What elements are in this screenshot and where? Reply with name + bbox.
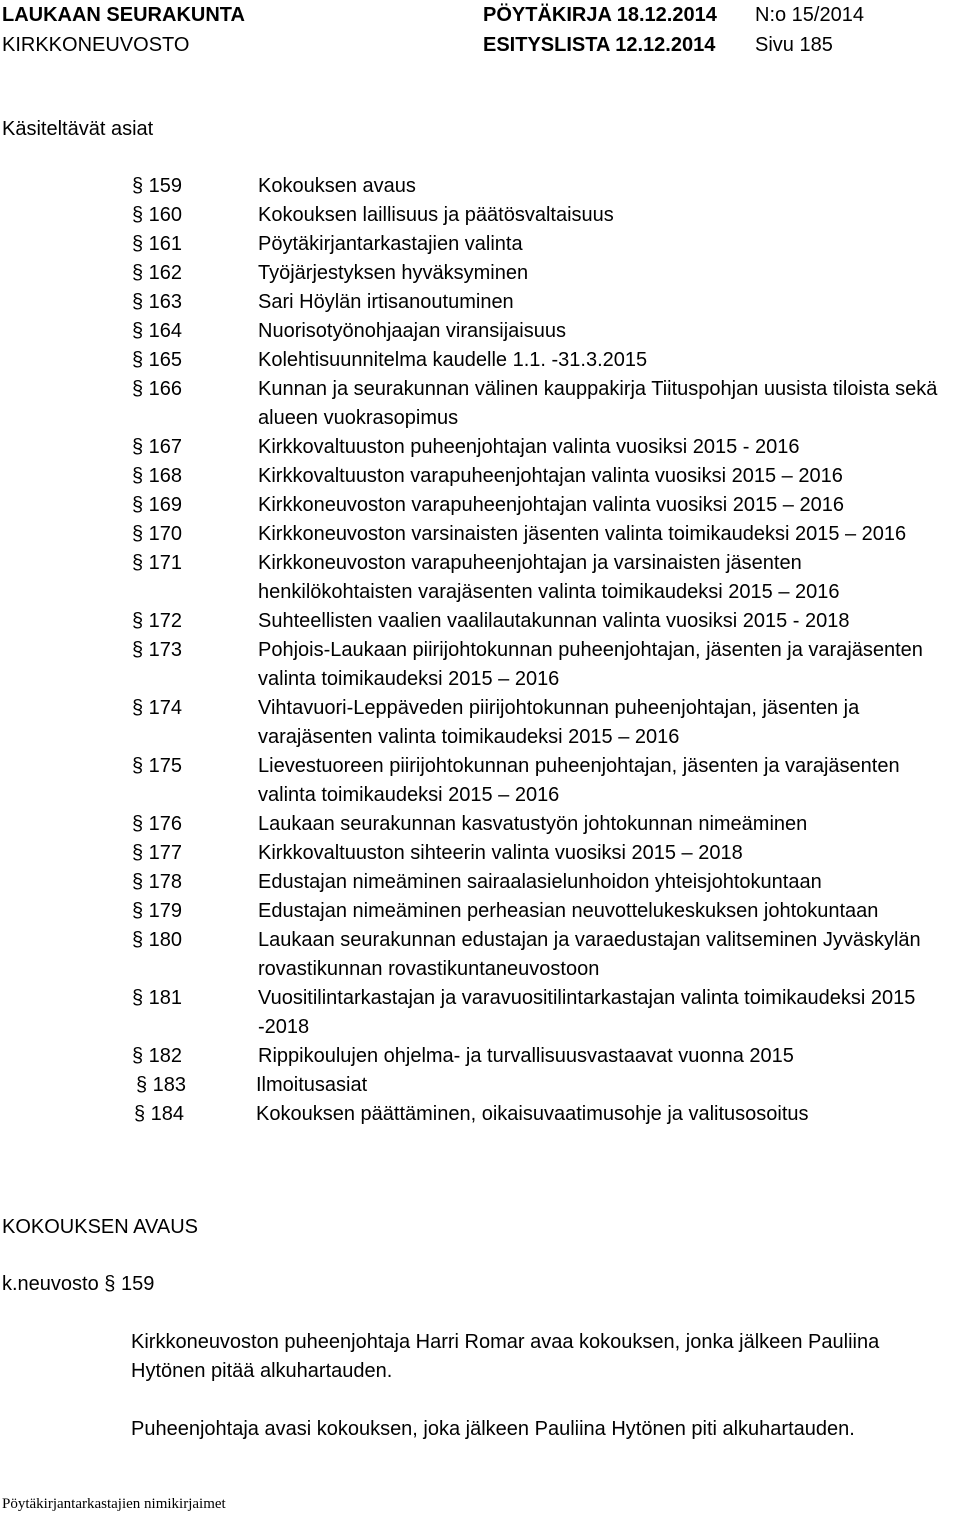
agenda-item-number: § 180 bbox=[132, 929, 183, 951]
agenda-item bbox=[0, 752, 960, 810]
agenda-item-title: Kirkkovaltuuston sihteerin valinta vuosiksi 2015 – 2018 bbox=[258, 842, 743, 864]
agenda-item bbox=[0, 462, 960, 491]
agenda-item-number: § 163 bbox=[132, 291, 183, 313]
agenda-item-number: § 165 bbox=[132, 349, 183, 371]
agenda-item-title: Pöytäkirjantarkastajien valinta bbox=[258, 233, 523, 255]
body-name: KIRKKONEUVOSTO bbox=[2, 34, 190, 56]
paragraph-proposal: Kirkkoneuvoston puheenjohtaja Harri Romar avaa kokouksen, jonka jälkeen Pauliina Hytönen pitää alkuhartauden. bbox=[131, 1331, 880, 1382]
agenda-item-title: Sari Höylän irtisanoutuminen bbox=[258, 291, 514, 313]
paragraph-decision: Puheenjohtaja avasi kokouksen, joka jälkeen Pauliina Hytönen piti alkuhartauden. bbox=[131, 1418, 855, 1440]
agenda-item-title: Kirkkovaltuuston puheenjohtajan valinta vuosiksi 2015 - 2016 bbox=[258, 436, 800, 458]
agenda-item bbox=[0, 375, 960, 433]
agenda-list bbox=[0, 172, 960, 1129]
agenda-item bbox=[0, 317, 960, 346]
agenda-item bbox=[0, 810, 960, 839]
organization-name: LAUKAAN SEURAKUNTA bbox=[2, 4, 245, 26]
agenda-item-title: Vuositilintarkastajan ja varavuositilintarkastajan valinta toimikaudeksi 2015 -2018 bbox=[258, 987, 916, 1038]
agenda-item-title: Kunnan ja seurakunnan välinen kauppakirja Tiituspohjan uusista tiloista sekä alueen vuokrasopimus bbox=[258, 378, 938, 429]
agenda-item-number: § 179 bbox=[132, 900, 183, 922]
section-title: Käsiteltävät asiat bbox=[2, 118, 154, 140]
agenda-item-title: Pohjois-Laukaan piirijohtokunnan puheenjohtajan, jäsenten ja varajäsenten valinta toimikaudeksi 2015 – 2016 bbox=[258, 639, 923, 690]
agenda-item bbox=[0, 868, 960, 897]
footer-initials-label: Pöytäkirjantarkastajien nimikirjaimet bbox=[2, 1496, 226, 1512]
agenda-item bbox=[0, 1100, 960, 1129]
agenda-item-title: Työjärjestyksen hyväksyminen bbox=[258, 262, 529, 284]
agenda-item-title: Nuorisotyönohjaajan viransijaisuus bbox=[258, 320, 566, 342]
agenda-item bbox=[0, 636, 960, 694]
agenda-item-number: § 177 bbox=[132, 842, 183, 864]
agenda-item-title: Kokouksen päättäminen, oikaisuvaatimusohje ja valitusosoitus bbox=[256, 1103, 809, 1125]
agenda-item bbox=[0, 201, 960, 230]
minutes-label: PÖYTÄKIRJA 18.12.2014 bbox=[483, 4, 717, 26]
agenda-item-number: § 170 bbox=[132, 523, 183, 545]
agenda-item-number: § 176 bbox=[132, 813, 183, 835]
agenda-item-title: Laukaan seurakunnan edustajan ja varaedustajan valitseminen Jyväskylän rovastikunnan rovastikuntaneuvostoon bbox=[258, 929, 921, 980]
agenda-item-number: § 181 bbox=[132, 987, 183, 1009]
agenda-item-number: § 171 bbox=[132, 552, 183, 574]
agenda-item-title: Kirkkoneuvoston varapuheenjohtajan ja varsinaisten jäsenten henkilökohtaisten varajäsenten valinta toimikaudeksi 2015 – 2016 bbox=[258, 552, 840, 603]
item-heading: KOKOUKSEN AVAUS bbox=[2, 1216, 198, 1238]
agenda-item bbox=[0, 520, 960, 549]
agenda-item bbox=[0, 984, 960, 1042]
agenda-item bbox=[0, 346, 960, 375]
agenda-item bbox=[0, 694, 960, 752]
agenda-item bbox=[0, 926, 960, 984]
agenda-item-number: § 175 bbox=[132, 755, 183, 777]
agenda-item-number: § 164 bbox=[132, 320, 183, 342]
agenda-item-title: Kirkkoneuvoston varsinaisten jäsenten valinta toimikaudeksi 2015 – 2016 bbox=[258, 523, 907, 545]
agenda-item-title: Kokouksen laillisuus ja päätösvaltaisuus bbox=[258, 204, 614, 226]
agenda-item-number: § 162 bbox=[132, 262, 183, 284]
agenda-item bbox=[0, 259, 960, 288]
agenda-item-number: § 167 bbox=[132, 436, 183, 458]
agenda-item bbox=[0, 172, 960, 201]
agenda-item-number: § 172 bbox=[132, 610, 183, 632]
item-reference: k.neuvosto § 159 bbox=[2, 1273, 155, 1295]
agenda-item-title: Suhteellisten vaalien vaalilautakunnan valinta vuosiksi 2015 - 2018 bbox=[258, 610, 850, 632]
agenda-item-title: Kirkkoneuvoston varapuheenjohtajan valinta vuosiksi 2015 – 2016 bbox=[258, 494, 844, 516]
agenda-item-title: Kolehtisuunnitelma kaudelle 1.1. -31.3.2015 bbox=[258, 349, 648, 371]
agenda-item-number: § 173 bbox=[132, 639, 183, 661]
agenda-item-title: Edustajan nimeäminen sairaalasielunhoidon yhteisjohtokuntaan bbox=[258, 871, 822, 893]
agenda-item-title: Edustajan nimeäminen perheasian neuvottelukeskuksen johtokuntaan bbox=[258, 900, 879, 922]
agenda-item-number: § 168 bbox=[132, 465, 183, 487]
agenda-item-number: § 166 bbox=[132, 378, 183, 400]
agenda-item-title: Ilmoitusasiat bbox=[256, 1074, 368, 1096]
agenda-item-number: § 159 bbox=[132, 175, 183, 197]
agenda-item-number: § 161 bbox=[132, 233, 183, 255]
agenda-item bbox=[0, 230, 960, 259]
agenda-item-number: § 178 bbox=[132, 871, 183, 893]
agenda-item bbox=[0, 607, 960, 636]
agenda-label: ESITYSLISTA 12.12.2014 bbox=[483, 34, 716, 56]
agenda-item bbox=[0, 288, 960, 317]
agenda-item-number: § 182 bbox=[132, 1045, 183, 1067]
document-number: N:o 15/2014 bbox=[755, 4, 864, 26]
agenda-item-number: § 174 bbox=[132, 697, 183, 719]
agenda-item bbox=[0, 491, 960, 520]
agenda-item bbox=[0, 897, 960, 926]
agenda-item-title: Kirkkovaltuuston varapuheenjohtajan valinta vuosiksi 2015 – 2016 bbox=[258, 465, 843, 487]
agenda-item-number: § 184 bbox=[134, 1103, 185, 1125]
agenda-item-title: Vihtavuori-Leppäveden piirijohtokunnan puheenjohtajan, jäsenten ja varajäsenten valinta toimikaudeksi 2015 – 2016 bbox=[258, 697, 860, 748]
agenda-item bbox=[0, 839, 960, 868]
agenda-item-title: Kokouksen avaus bbox=[258, 175, 416, 197]
agenda-item bbox=[0, 1071, 960, 1100]
agenda-item bbox=[0, 1042, 960, 1071]
agenda-item-number: § 183 bbox=[136, 1074, 187, 1096]
agenda-item bbox=[0, 549, 960, 607]
agenda-item-title: Lievestuoreen piirijohtokunnan puheenjohtajan, jäsenten ja varajäsenten valinta toimikaudeksi 2015 – 2016 bbox=[258, 755, 900, 806]
agenda-item-number: § 169 bbox=[132, 494, 183, 516]
agenda-item bbox=[0, 433, 960, 462]
page-number: Sivu 185 bbox=[755, 34, 833, 56]
agenda-item-title: Rippikoulujen ohjelma- ja turvallisuusvastaavat vuonna 2015 bbox=[258, 1045, 794, 1067]
agenda-item-number: § 160 bbox=[132, 204, 183, 226]
agenda-item-title: Laukaan seurakunnan kasvatustyön johtokunnan nimeäminen bbox=[258, 813, 808, 835]
